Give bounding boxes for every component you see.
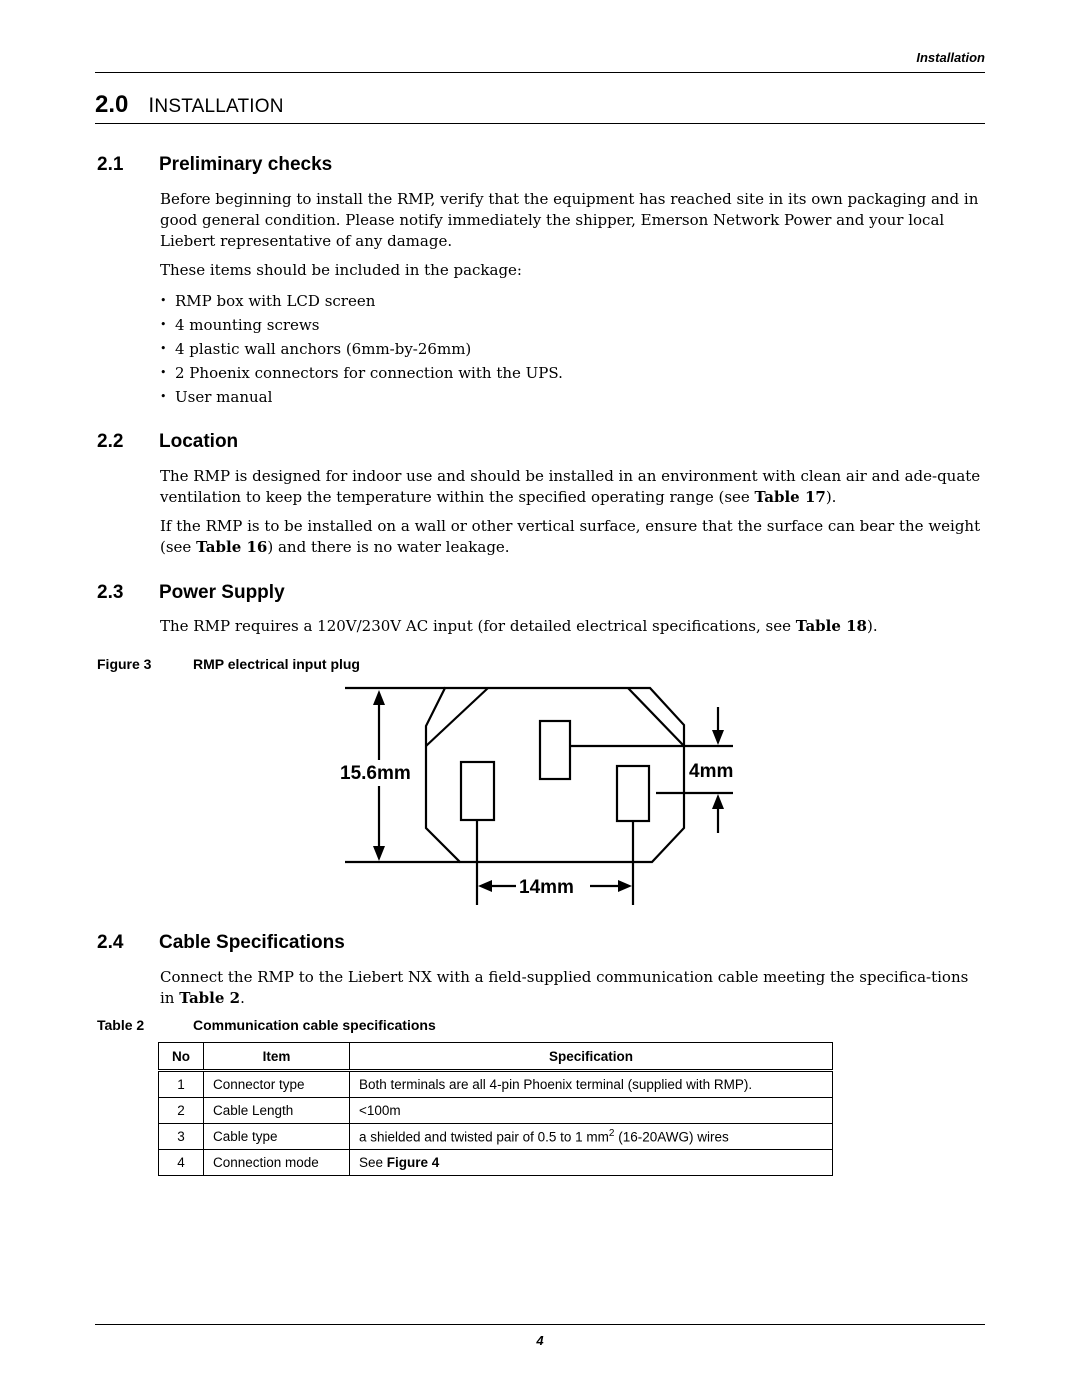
package-intro: These items should be included in the package:: [160, 261, 522, 279]
section-heading-2-2: 2.2 Location: [97, 431, 239, 452]
figure-caption: Figure 3 RMP electrical input plug: [97, 656, 360, 672]
header-no: No: [159, 1043, 204, 1071]
table-header-row: [159, 1043, 833, 1071]
arrow-head: [478, 880, 492, 892]
dim-pin-label: 4mm: [689, 761, 734, 782]
list-item: • RMP box with LCD screen: [160, 289, 563, 313]
arrow-head: [618, 880, 632, 892]
dim-height-label: 15.6mm: [340, 763, 411, 784]
list-item: • 2 Phoenix connectors for connection with the UPS.: [160, 361, 563, 385]
table-16-ref[interactable]: Table 16: [196, 538, 268, 556]
table-row: 2 Cable Length <100m: [159, 1098, 833, 1124]
header-item: Item: [204, 1043, 350, 1071]
location-paragraph-2: If the RMP is to be installed on a wall or other vertical surface, ensure that the surface can bear the weight (see Table 16) and there is no water leakage.: [160, 517, 981, 556]
section-heading-2-3: 2.3 Power Supply: [97, 582, 285, 603]
table-caption: Table 2 Communication cable specifications: [97, 1017, 436, 1033]
pin-right: [617, 766, 649, 821]
preliminary-paragraph: Before beginning to install the RMP, verify that the equipment has reached site in its own packaging and in good general condition. Please notify immediately the shipper, Emerson Network Power and your local Liebert representative of any damage.: [160, 190, 979, 250]
table-17-ref[interactable]: Table 17: [754, 488, 826, 506]
chapter-number: 2.0: [95, 91, 129, 118]
arrow-head: [373, 846, 385, 861]
list-item: • User manual: [160, 385, 563, 409]
arrow-head: [712, 794, 724, 809]
footer-rule: [95, 1324, 985, 1325]
plug-outline: [426, 688, 684, 862]
chapter-rule: [95, 123, 985, 124]
section-heading-2-4: 2.4 Cable Specifications: [97, 932, 345, 953]
cable-paragraph: Connect the RMP to the Liebert NX with a field-supplied communication cable meeting the specifica-tions in Table 2.: [160, 968, 969, 1007]
package-list: [160, 289, 563, 409]
chamfer-left: [426, 688, 488, 746]
table-row: 3 Cable type a shielded and twisted pair of 0.5 to 1 $mm^2$ (16-20AWG) wires: [159, 1124, 833, 1150]
cable-spec-table: [158, 1042, 833, 1176]
arrow-head: [373, 690, 385, 705]
table-row: 4 Connection mode See Figure 4: [159, 1150, 833, 1176]
list-item: • 4 plastic wall anchors (6mm-by-26mm): [160, 337, 563, 361]
list-item: • 4 mounting screws: [160, 313, 563, 337]
figure-4-ref[interactable]: Figure 4: [386, 1155, 440, 1170]
input-plug-diagram: [340, 682, 750, 912]
table-18-ref[interactable]: Table 18: [795, 617, 867, 635]
section-heading-2-1: 2.1 Preliminary checks: [97, 154, 333, 175]
pin-left: [461, 762, 494, 820]
chapter-heading: [95, 91, 284, 119]
chapter-title: INSTALLATION: [148, 94, 284, 117]
page-number: 4: [536, 1333, 544, 1348]
running-header-label: Installation: [916, 50, 985, 65]
table-row: 1 Connector type Both terminals are all 4-pin Phoenix terminal (supplied with RMP).: [159, 1071, 833, 1098]
location-paragraph-1: The RMP is designed for indoor use and should be installed in an environment with clean air and ade-quate ventilation to keep the temperature within the specified operating range (see Table 17).: [160, 467, 981, 506]
pin-top: [540, 721, 570, 779]
table-2-ref[interactable]: Table 2: [179, 989, 241, 1007]
dim-width-label: 14mm: [519, 877, 574, 898]
power-supply-paragraph: The RMP requires a 120V/230V AC input (for detailed electrical specifications, see Table 18).: [160, 617, 878, 635]
header-specification: Specification: [350, 1043, 833, 1071]
header-rule: [95, 72, 985, 73]
arrow-head: [712, 730, 724, 745]
